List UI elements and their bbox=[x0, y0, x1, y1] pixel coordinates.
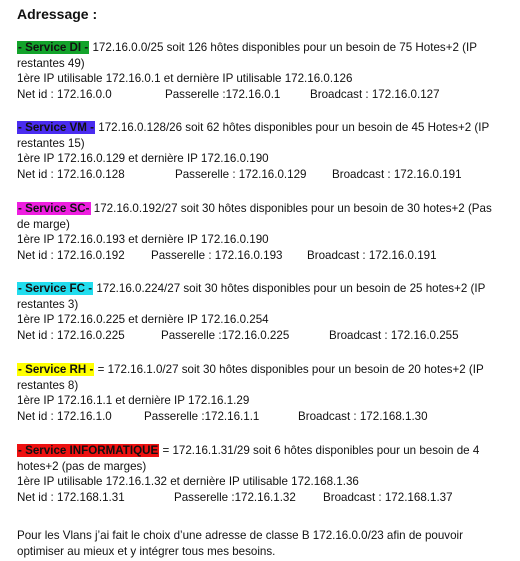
footer-note: Pour les Vlans j’ai fait le choix d’une adresse de classe B 172.16.0.0/23 afin de pouvoir optimiser au mieux et y intégrer tous mes besoins. bbox=[17, 529, 463, 558]
section-description bbox=[17, 362, 507, 393]
broadcast: Broadcast : 172.16.0.191 bbox=[307, 248, 437, 262]
broadcast: Broadcast : 172.16.0.191 bbox=[332, 167, 462, 181]
section-description bbox=[17, 443, 507, 474]
gateway: Passerelle : 172.16.0.129 bbox=[175, 167, 307, 181]
gateway: Passerelle :172.16.1.1 bbox=[144, 409, 260, 423]
broadcast: Broadcast : 172.16.0.127 bbox=[310, 87, 440, 101]
subnet-description: = 172.16.1.31/29 soit 6 hôtes disponibles pour un besoin de 4 hotes+2 (pas de marges) bbox=[17, 444, 480, 473]
section-service-fc bbox=[17, 281, 507, 343]
section-service-sc bbox=[17, 201, 507, 263]
address-row bbox=[17, 248, 507, 264]
subnet-description: 172.16.0.128/26 soit 62 hôtes disponibles pour un besoin de 45 Hotes+2 (IP restantes 15) bbox=[17, 121, 489, 150]
net-id: Net id : 172.16.0.192 bbox=[17, 248, 125, 262]
subnet-description: 172.16.0.0/25 soit 126 hôtes disponibles pour un besoin de 75 Hotes+2 (IP restantes 49) bbox=[17, 41, 477, 70]
section-description bbox=[17, 120, 507, 151]
subnet-description: = 172.16.1.0/27 soit 30 hôtes disponibles pour un besoin de 20 hotes+2 (IP restantes 8) bbox=[17, 363, 484, 392]
broadcast: Broadcast : 172.16.0.255 bbox=[329, 328, 459, 342]
net-id: Net id : 172.16.0.0 bbox=[17, 87, 112, 101]
section-description bbox=[17, 281, 507, 312]
address-row bbox=[17, 167, 507, 183]
section-service-di bbox=[17, 40, 507, 102]
subnet-description: 172.16.0.224/27 soit 30 hôtes disponibles pour un besoin de 25 hotes+2 (IP restantes 3) bbox=[17, 282, 486, 311]
ip-range: 1ère IP 172.16.0.193 et dernière IP 172.16.0.190 bbox=[17, 233, 269, 246]
ip-range: 1ère IP 172.16.0.225 et dernière IP 172.16.0.254 bbox=[17, 313, 269, 326]
gateway: Passerelle :172.16.0.225 bbox=[161, 328, 290, 342]
ip-range: 1ère IP utilisable 172.16.1.32 et dernière IP utilisable 172.168.1.36 bbox=[17, 475, 359, 488]
service-tag: - Service VM - bbox=[18, 121, 95, 134]
address-row bbox=[17, 490, 507, 506]
section-service-rh bbox=[17, 362, 507, 424]
gateway: Passerelle :172.16.0.1 bbox=[165, 87, 281, 101]
service-tag: - Service FC - bbox=[18, 282, 93, 295]
broadcast: Broadcast : 172.168.1.37 bbox=[323, 490, 453, 504]
ip-range: 1ère IP utilisable 172.16.0.1 et dernière IP utilisable 172.16.0.126 bbox=[17, 72, 353, 85]
service-tag: - Service INFORMATIQUE bbox=[18, 444, 159, 457]
service-tag: - Service SC- bbox=[18, 202, 90, 215]
service-tag: - Service DI - bbox=[18, 41, 89, 54]
gateway: Passerelle : 172.16.0.193 bbox=[151, 248, 283, 262]
address-row bbox=[17, 328, 507, 344]
net-id: Net id : 172.16.1.0 bbox=[17, 409, 112, 423]
page-title: Adressage : bbox=[17, 6, 98, 22]
ip-range: 1ère IP 172.16.0.129 et dernière IP 172.16.0.190 bbox=[17, 152, 269, 165]
subnet-description: 172.16.0.192/27 soit 30 hôtes disponibles pour un besoin de 30 hotes+2 (Pas de marge) bbox=[17, 202, 492, 231]
service-tag: - Service RH - bbox=[18, 363, 94, 376]
section-service-vm bbox=[17, 120, 507, 182]
broadcast: Broadcast : 172.168.1.30 bbox=[298, 409, 428, 423]
address-row bbox=[17, 87, 507, 103]
section-description bbox=[17, 201, 507, 232]
ip-range: 1ère IP 172.16.1.1 et dernière IP 172.16.1.29 bbox=[17, 394, 250, 407]
address-row bbox=[17, 409, 507, 425]
section-description bbox=[17, 40, 507, 71]
section-service-informatique bbox=[17, 443, 507, 505]
net-id: Net id : 172.16.0.128 bbox=[17, 167, 125, 181]
net-id: Net id : 172.168.1.31 bbox=[17, 490, 125, 504]
gateway: Passerelle :172.16.1.32 bbox=[174, 490, 296, 504]
net-id: Net id : 172.16.0.225 bbox=[17, 328, 125, 342]
